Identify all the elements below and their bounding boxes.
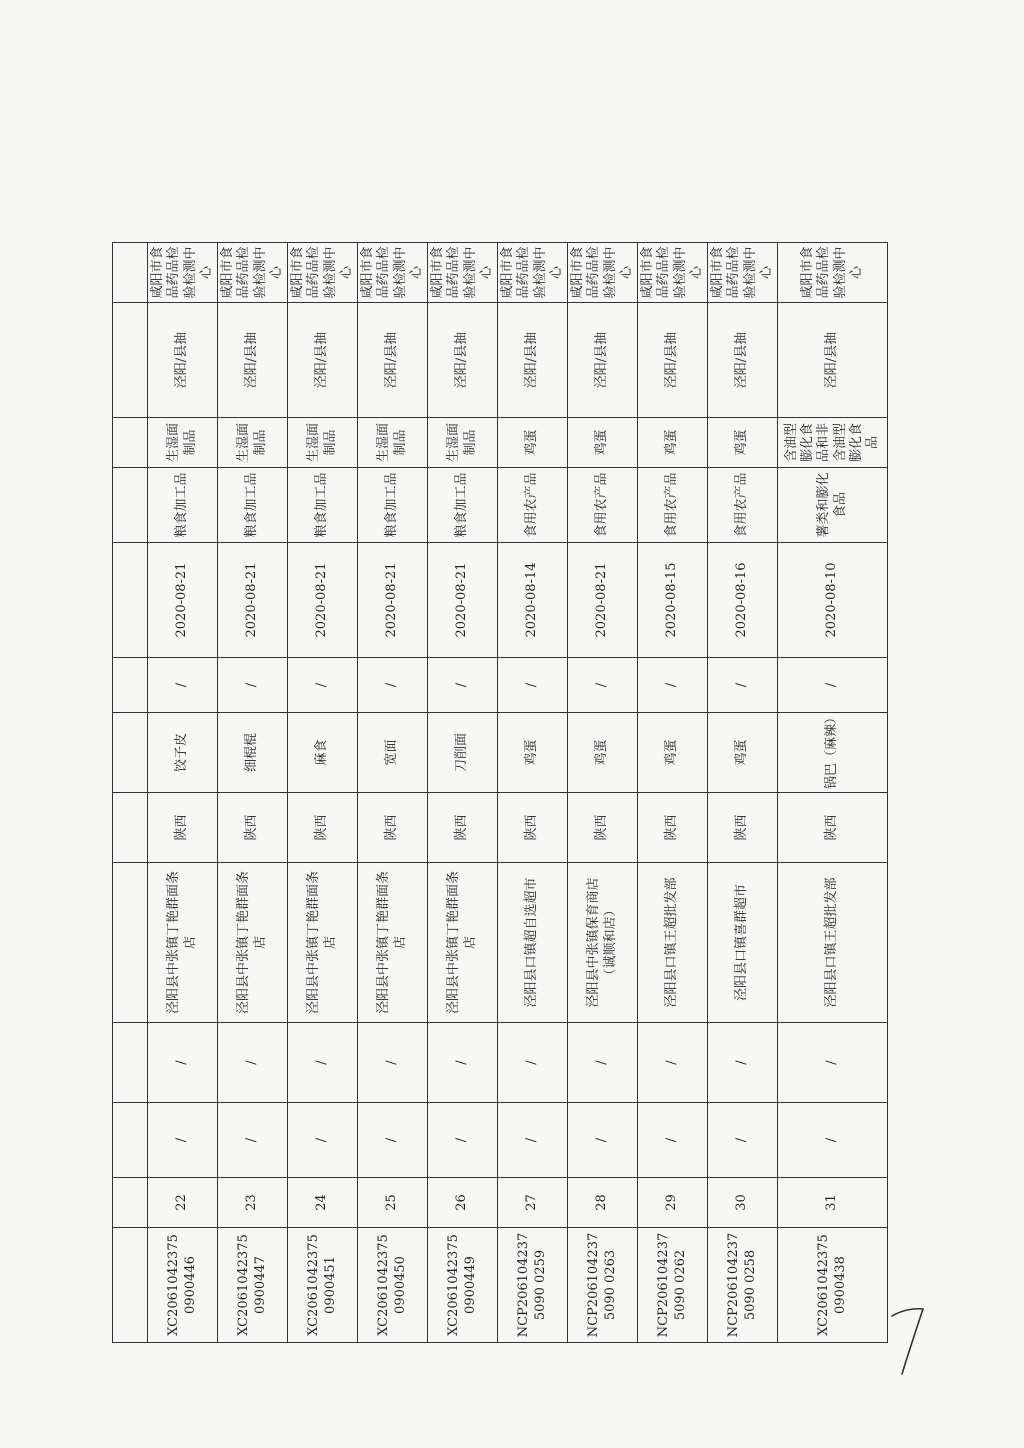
cell-slash: / <box>638 1103 708 1178</box>
cell-category: 粮食加工品 <box>358 468 428 543</box>
cell-date: 2020-08-21 <box>148 543 218 658</box>
cell-product-name: 饺子皮 <box>148 713 218 793</box>
cell-testing-agency: 咸阳市食品药品检验检测中心 <box>638 243 708 303</box>
cell-testing-agency: 咸阳市食品药品检验检测中心 <box>358 243 428 303</box>
table-row <box>428 243 498 1343</box>
cell-date: 2020-08-21 <box>428 543 498 658</box>
cell-product-name: 鸡蛋 <box>638 713 708 793</box>
table-row <box>498 243 568 1343</box>
cell-product-name: 鸡蛋 <box>568 713 638 793</box>
cell-date: 2020-08-14 <box>498 543 568 658</box>
cell-province: 陕西 <box>568 793 638 863</box>
cell-product-name: 鸡蛋 <box>498 713 568 793</box>
cell-task-source: 泾阳/县抽 <box>218 303 288 418</box>
cell-row-number: 30 <box>708 1178 778 1228</box>
cell-slash: / <box>638 658 708 713</box>
cell-subcategory: 生湿面制品 <box>218 418 288 468</box>
cell-province: 陕西 <box>778 793 888 863</box>
cell-slash: / <box>148 1023 218 1103</box>
cell-sample-id: XC20610423750900447 <box>218 1228 288 1343</box>
cell-slash: / <box>218 1103 288 1178</box>
cell-province: 陕西 <box>428 793 498 863</box>
rotated-table-wrapper <box>112 243 880 1343</box>
edge-cell <box>113 1228 148 1343</box>
table-row <box>638 243 708 1343</box>
cell-row-number: 26 <box>428 1178 498 1228</box>
cell-slash: / <box>708 658 778 713</box>
cell-row-number: 28 <box>568 1178 638 1228</box>
table-row <box>778 243 888 1343</box>
cell-product-name: 宽面 <box>358 713 428 793</box>
table-row <box>218 243 288 1343</box>
cell-slash: / <box>148 658 218 713</box>
cell-subcategory: 含油型膨化食品和非含油型膨化食品 <box>778 418 888 468</box>
cell-category: 食用农产品 <box>568 468 638 543</box>
cell-testing-agency: 咸阳市食品药品检验检测中心 <box>568 243 638 303</box>
table-edge-row <box>113 243 148 1343</box>
edge-cell <box>113 793 148 863</box>
cell-category: 薯类和膨化食品 <box>778 468 888 543</box>
edge-cell <box>113 1103 148 1178</box>
cell-sample-id: NCP2061042375090 0258 <box>708 1228 778 1343</box>
cell-slash: / <box>778 1023 888 1103</box>
cell-subcategory: 鸡蛋 <box>638 418 708 468</box>
cell-slash: / <box>638 1023 708 1103</box>
cell-subcategory: 生湿面制品 <box>428 418 498 468</box>
cell-subcategory: 鸡蛋 <box>498 418 568 468</box>
cell-sample-id: XC20610423750900449 <box>428 1228 498 1343</box>
cell-task-source: 泾阳/县抽 <box>708 303 778 418</box>
cell-testing-agency: 咸阳市食品药品检验检测中心 <box>428 243 498 303</box>
cell-category: 食用农产品 <box>498 468 568 543</box>
cell-category: 食用农产品 <box>708 468 778 543</box>
cell-store-name: 泾阳县中张镇丁艳群面条店 <box>148 863 218 1023</box>
cell-date: 2020-08-16 <box>708 543 778 658</box>
cell-slash: / <box>778 1103 888 1178</box>
cell-row-number: 31 <box>778 1178 888 1228</box>
cell-province: 陕西 <box>638 793 708 863</box>
cell-store-name: 泾阳县口镇王超批发部 <box>638 863 708 1023</box>
cell-date: 2020-08-21 <box>288 543 358 658</box>
cell-slash: / <box>568 1103 638 1178</box>
cell-date: 2020-08-21 <box>358 543 428 658</box>
edge-cell <box>113 543 148 658</box>
cell-row-number: 25 <box>358 1178 428 1228</box>
cell-slash: / <box>708 1103 778 1178</box>
edge-cell <box>113 418 148 468</box>
table-row <box>568 243 638 1343</box>
cell-subcategory: 鸡蛋 <box>708 418 778 468</box>
cell-slash: / <box>358 658 428 713</box>
cell-product-name: 鸡蛋 <box>708 713 778 793</box>
cell-row-number: 22 <box>148 1178 218 1228</box>
cell-slash: / <box>428 1023 498 1103</box>
cell-category: 粮食加工品 <box>218 468 288 543</box>
edge-cell <box>113 1023 148 1103</box>
cell-category: 食用农产品 <box>638 468 708 543</box>
cell-row-number: 24 <box>288 1178 358 1228</box>
cell-row-number: 23 <box>218 1178 288 1228</box>
cell-province: 陕西 <box>358 793 428 863</box>
table-row <box>708 243 778 1343</box>
cell-store-name: 泾阳县中张镇丁艳群面条店 <box>218 863 288 1023</box>
cell-slash: / <box>568 1023 638 1103</box>
cell-sample-id: XC20610423750900446 <box>148 1228 218 1343</box>
cell-slash: / <box>498 658 568 713</box>
cell-slash: / <box>358 1103 428 1178</box>
cell-slash: / <box>218 1023 288 1103</box>
handwritten-page-number <box>888 1300 928 1380</box>
cell-task-source: 泾阳/县抽 <box>778 303 888 418</box>
cell-slash: / <box>708 1023 778 1103</box>
cell-date: 2020-08-15 <box>638 543 708 658</box>
cell-province: 陕西 <box>288 793 358 863</box>
cell-store-name: 泾阳县口镇超自选超市 <box>498 863 568 1023</box>
cell-slash: / <box>218 658 288 713</box>
cell-category: 粮食加工品 <box>428 468 498 543</box>
cell-subcategory: 鸡蛋 <box>568 418 638 468</box>
edge-cell <box>113 243 148 303</box>
cell-subcategory: 生湿面制品 <box>288 418 358 468</box>
cell-task-source: 泾阳/县抽 <box>638 303 708 418</box>
cell-sample-id: NCP2061042375090 0262 <box>638 1228 708 1343</box>
cell-store-name: 泾阳县中张镇丁艳群面条店 <box>428 863 498 1023</box>
cell-task-source: 泾阳/县抽 <box>148 303 218 418</box>
cell-product-name: 细棍棍 <box>218 713 288 793</box>
table-row <box>288 243 358 1343</box>
cell-slash: / <box>498 1023 568 1103</box>
cell-store-name: 泾阳县中张镇保育商店（诚顺和店） <box>568 863 638 1023</box>
cell-row-number: 27 <box>498 1178 568 1228</box>
cell-date: 2020-08-10 <box>778 543 888 658</box>
cell-province: 陕西 <box>148 793 218 863</box>
cell-slash: / <box>288 658 358 713</box>
cell-slash: / <box>428 658 498 713</box>
cell-sample-id: NCP2061042375090 0263 <box>568 1228 638 1343</box>
edge-cell <box>113 863 148 1023</box>
edge-cell <box>113 658 148 713</box>
cell-testing-agency: 咸阳市食品药品检验检测中心 <box>288 243 358 303</box>
cell-testing-agency: 咸阳市食品药品检验检测中心 <box>778 243 888 303</box>
cell-task-source: 泾阳/县抽 <box>428 303 498 418</box>
cell-task-source: 泾阳/县抽 <box>288 303 358 418</box>
cell-store-name: 泾阳县中张镇丁艳群面条店 <box>358 863 428 1023</box>
cell-row-number: 29 <box>638 1178 708 1228</box>
cell-sample-id: XC20610423750900451 <box>288 1228 358 1343</box>
inspection-table <box>112 242 888 1343</box>
table-body <box>113 243 888 1343</box>
edge-cell <box>113 1178 148 1228</box>
cell-slash: / <box>428 1103 498 1178</box>
cell-province: 陕西 <box>218 793 288 863</box>
cell-testing-agency: 咸阳市食品药品检验检测中心 <box>148 243 218 303</box>
cell-date: 2020-08-21 <box>568 543 638 658</box>
cell-store-name: 泾阳县口镇喜群超市 <box>708 863 778 1023</box>
cell-store-name: 泾阳县中张镇丁艳群面条店 <box>288 863 358 1023</box>
cell-task-source: 泾阳/县抽 <box>498 303 568 418</box>
cell-slash: / <box>778 658 888 713</box>
cell-province: 陕西 <box>498 793 568 863</box>
cell-store-name: 泾阳县口镇王超批发部 <box>778 863 888 1023</box>
cell-slash: / <box>288 1023 358 1103</box>
edge-cell <box>113 713 148 793</box>
cell-testing-agency: 咸阳市食品药品检验检测中心 <box>708 243 778 303</box>
cell-task-source: 泾阳/县抽 <box>568 303 638 418</box>
cell-task-source: 泾阳/县抽 <box>358 303 428 418</box>
cell-slash: / <box>498 1103 568 1178</box>
cell-province: 陕西 <box>708 793 778 863</box>
edge-cell <box>113 468 148 543</box>
cell-slash: / <box>288 1103 358 1178</box>
cell-sample-id: NCP2061042375090 0259 <box>498 1228 568 1343</box>
cell-slash: / <box>148 1103 218 1178</box>
cell-subcategory: 生湿面制品 <box>148 418 218 468</box>
cell-product-name: 麻食 <box>288 713 358 793</box>
cell-slash: / <box>568 658 638 713</box>
table-row <box>148 243 218 1343</box>
cell-slash: / <box>358 1023 428 1103</box>
table-row <box>358 243 428 1343</box>
edge-cell <box>113 303 148 418</box>
cell-product-name: 刀削面 <box>428 713 498 793</box>
cell-category: 粮食加工品 <box>288 468 358 543</box>
cell-category: 粮食加工品 <box>148 468 218 543</box>
cell-date: 2020-08-21 <box>218 543 288 658</box>
cell-sample-id: XC20610423750900438 <box>778 1228 888 1343</box>
cell-testing-agency: 咸阳市食品药品检验检测中心 <box>218 243 288 303</box>
cell-testing-agency: 咸阳市食品药品检验检测中心 <box>498 243 568 303</box>
cell-subcategory: 生湿面制品 <box>358 418 428 468</box>
cell-product-name: 锅巴（麻辣） <box>778 713 888 793</box>
cell-sample-id: XC20610423750900450 <box>358 1228 428 1343</box>
